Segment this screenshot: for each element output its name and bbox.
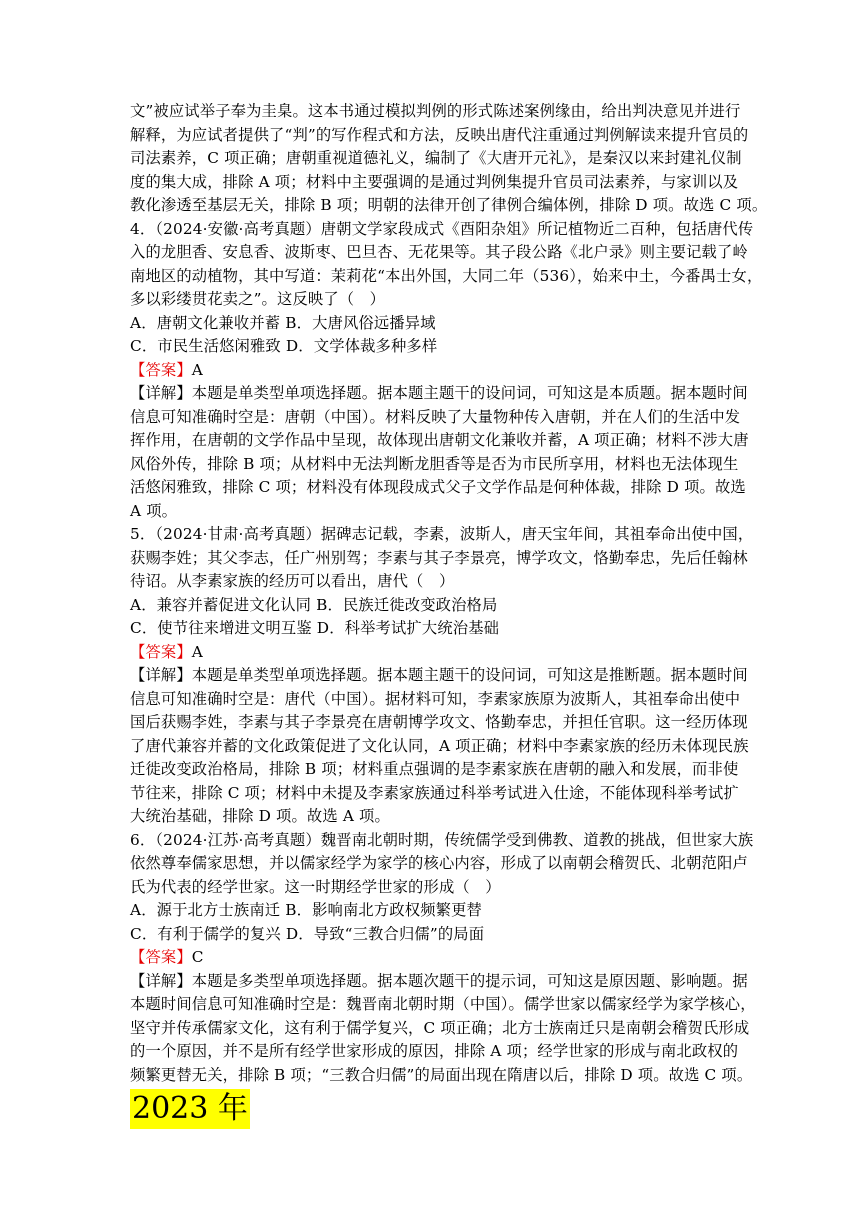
- explanation-line: 【详解】本题是单类型单项选择题。据本题主题干的设问词，可知这是推断题。据本题时间: [130, 666, 748, 684]
- text-line: 氏为代表的经学世家。这一时期经学世家的形成（ ）: [130, 877, 501, 896]
- option-line: A．兼容并蓄促进文化认同 B．民族迁徙改变政治格局: [130, 595, 498, 614]
- answer-label: 【答案】: [130, 948, 192, 966]
- question-5-stem: 5．（2024·甘肃·高考真题）据碑志记载，李素，波斯人，唐天宝年间，其祖奉命出使中国，: [130, 525, 754, 543]
- text-line: A 项。: [130, 501, 178, 520]
- text-line: 多以彩缕贯花卖之”。这反映了（ ）: [130, 290, 386, 308]
- text-line: 了唐代兼容并蓄的文化政策促进了文化认同，A 项正确；材料中李素家族的经历未体现民族: [130, 736, 749, 755]
- answer-value: A: [191, 360, 203, 379]
- explanation-line: 【详解】本题是多类型单项选择题。据本题次题干的提示词，可知这是原因题、影响题。据: [130, 971, 748, 990]
- text-line: 解释，为应试者提供了“判”的写作程式和方法，反映出唐代注重通过判例解读来提升官员的: [130, 125, 749, 144]
- year-heading: 2023 年: [130, 1089, 250, 1129]
- year-heading-wrap: [130, 1087, 730, 1129]
- text-line: 教化渗透至基层无关，排除 B 项；明朝的法律开创了律例合编体例，排除 D 项。故选 C 项。: [130, 196, 768, 214]
- answer-label: 【答案】: [130, 642, 192, 661]
- document-page: [130, 100, 768, 1129]
- text-line: 信息可知准确时空是：唐代（中国）。据材料可知，李素家族原为波斯人，其祖奉命出使中: [130, 689, 741, 708]
- text-line: 度的集大成，排除 A 项；材料中主要强调的是通过判例集提升官员司法素养，与家训以及: [130, 172, 739, 191]
- text-line: 司法素养，C 项正确；唐朝重视道德礼义，编制了《大唐开元礼》，是秦汉以来封建礼仪制: [130, 149, 742, 167]
- question-6-stem: 6．（2024·江苏·高考真题）魏晋南北朝时期，传统儒学受到佛教、道教的挑战，但世家大族: [130, 830, 754, 849]
- text-line: 入的龙胆香、安息香、波斯枣、巴旦杏、无花果等。其子段公路《北户录》则主要记载了岭: [130, 243, 748, 261]
- text-line: 文”被应试举子奉为圭臬。这本书通过模拟判例的形式陈述案例缘由，给出判决意见并进行: [130, 102, 741, 120]
- text-line: 风俗外传，排除 B 项；从材料中无法判断龙胆香等是否为市民所享用，材料也无法体现生: [130, 454, 739, 473]
- text-line: 坚守并传承儒家文化，这有利于儒学复兴，C 项正确；北方士族南迁只是南朝会稽贺氏形成: [130, 1018, 750, 1037]
- answer-line: [130, 946, 730, 970]
- text-line: 获赐李姓；其父李志，任广州别驾；李素与其子李景亮，博学攻文，恪勤奉忠，先后任翰林: [130, 548, 748, 567]
- text-line: 节往来，排除 C 项；材料中未提及李素家族通过科举考试进入仕途，不能体现科举考试扩: [130, 783, 739, 802]
- text-line: 信息可知准确时空是：唐朝（中国）。材料反映了大量物种传入唐朝，并在人们的生活中发: [130, 407, 741, 426]
- text-line: 迁徙改变政治格局，排除 B 项；材料重点强调的是李素家族在唐朝的融入和发展，而非使: [130, 760, 739, 778]
- text-line: 挥作用，在唐朝的文学作品中呈现，故体现出唐朝文化兼收并蓄，A 项正确；材料不涉大唐: [130, 431, 749, 449]
- text-line: 本题时间信息可知准确时空是：魏晋南北朝时期（中国）。儒学世家以儒家经学为家学核心，: [130, 995, 756, 1013]
- option-line: C．市民生活悠闲雅致 D．文学体裁多种多样: [130, 337, 438, 355]
- answer-value: C: [191, 948, 204, 966]
- explanation-line: 【详解】本题是单类型单项选择题。据本题主题干的设问词，可知这是本质题。据本题时间: [130, 384, 748, 402]
- option-line: A．唐朝文化兼收并蓄 B．大唐风俗远播异域: [130, 313, 436, 332]
- question-4-stem: 4．（2024·安徽·高考真题）唐朝文学家段成式《酉阳杂俎》所记植物近二百种，包括唐代传: [130, 219, 754, 238]
- option-line: C．有利于儒学的复兴 D．导致“三教合归儒”的局面: [130, 924, 485, 943]
- text-line: 大统治基础，排除 D 项。故选 A 项。: [130, 807, 390, 825]
- answer-value: A: [191, 642, 203, 661]
- answer-line: [130, 359, 730, 383]
- text-line: 国后获赐李姓，李素与其子李景亮在唐朝博学攻文、恪勤奉忠，并担任官职。这一经历体现: [130, 713, 748, 731]
- option-line: C．使节往来增进文明互鉴 D．科举考试扩大统治基础: [130, 619, 500, 637]
- answer-label: 【答案】: [130, 360, 192, 379]
- text-line: 南地区的动植物，其中写道：茉莉花“本出外国，大同二年（536），始来中土，今番禺士女，: [130, 266, 763, 285]
- text-line: 依然尊奉儒家思想，并以儒家经学为家学的核心内容，形成了以南朝会稽贺氏、北朝范阳卢: [130, 854, 748, 872]
- answer-line: [130, 641, 730, 665]
- text-line: 的一个原因，并不是所有经学世家形成的原因，排除 A 项；经学世家的形成与南北政权的: [130, 1042, 739, 1060]
- option-line: A．源于北方士族南迁 B．影响南北方政权频繁更替: [130, 901, 482, 919]
- text-line: 活悠闲雅致，排除 C 项；材料没有体现段成式父子文学作品是何种体裁，排除 D 项。故选: [130, 478, 746, 496]
- text-line: 频繁更替无关，排除 B 项；“三教合归儒”的局面出现在隋唐以后，排除 D 项。故选 C 项。: [130, 1065, 753, 1084]
- text-line: 待诏。从李素家族的经历可以看出，唐代（ ）: [130, 572, 455, 590]
